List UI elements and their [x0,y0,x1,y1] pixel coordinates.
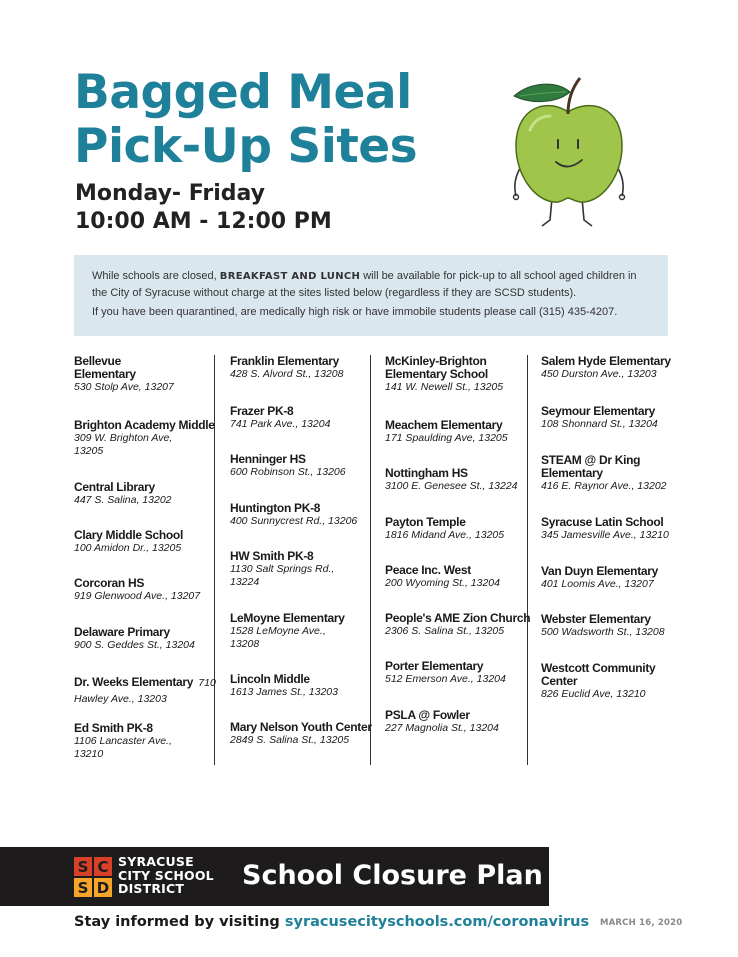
site-column-2 [230,355,371,765]
site-address: 450 Durston Ave., 13203 [541,368,657,380]
site-item [74,529,224,555]
site-address: 401 Loomis Ave., 13207 [541,578,654,590]
site-name: PSLA @ Fowler [385,708,470,722]
site-name: Mary Nelson Youth Center [230,720,372,734]
closure-plan-title: School Closure Plan [242,860,543,891]
site-name: HW Smith PK-8 [230,549,314,563]
site-item [74,355,224,394]
site-address: 1613 James St., 13203 [230,686,338,698]
site-item [385,419,535,445]
site-item [541,355,691,381]
district-line3: DISTRICT [118,881,185,896]
notice-text-after: will be available for pick-up to all school aged children in the City of Syracuse without charge at the sites listed below (regardless if they are SCSD students). [92,270,637,299]
schedule-days: Monday- Friday [75,181,265,206]
site-address: 416 E. Raynor Ave., 13202 [541,480,667,492]
site-item [74,481,224,507]
site-name: Payton Temple [385,515,466,529]
site-name: Corcoran HS [74,576,145,590]
site-item [230,502,380,528]
site-name: Central Library [74,480,155,494]
site-address: 1130 Salt Springs Rd., 13224 [230,563,335,588]
site-name: Henninger HS [230,452,306,466]
site-name: Westcott Community Center [541,661,656,688]
site-item [541,454,691,493]
site-name: Webster Elementary [541,612,651,626]
logo-letter-d: D [96,879,110,897]
site-column-3 [385,354,531,765]
site-address: 108 Shonnard St., 13204 [541,418,658,430]
site-name: Delaware Primary [74,625,170,639]
site-item [74,722,224,761]
site-address: 227 Magnolia St., 13204 [385,722,499,734]
smiling-green-apple-icon [500,70,640,240]
site-address: 400 Sunnycrest Rd., 13206 [230,515,358,527]
site-address: 741 Park Ave., 13204 [230,418,331,430]
site-column-4 [541,355,691,765]
site-item [230,550,380,589]
site-item [385,564,535,590]
site-address: 200 Wyoming St., 13204 [385,577,500,589]
site-address: 1106 Lancaster Ave., 13210 [74,735,172,760]
site-item [541,613,691,639]
site-item [230,355,380,381]
site-name: STEAM @ Dr King Elementary [541,453,641,480]
site-item [74,577,224,603]
district-name [118,855,228,896]
site-item [541,662,691,701]
site-columns [74,355,694,765]
logo-letter-s2: S [77,879,89,897]
site-item [230,673,380,699]
site-name: Porter Elementary [385,659,484,673]
footer-bar [0,847,549,906]
site-item [74,626,224,652]
site-name: Brighton Academy Middle [74,418,215,432]
publish-date: MARCH 16, 2020 [600,918,683,928]
site-item [385,660,535,686]
site-address: 428 S. Alvord St., 13208 [230,368,344,380]
site-name: People's AME Zion Church [385,611,531,625]
stay-informed [74,914,589,930]
site-address: 826 Euclid Ave, 13210 [541,688,646,700]
site-address: 710 Hawley Ave., 13203 [74,677,216,705]
site-name: Dr. Weeks Elementary [74,675,194,689]
site-address: 512 Emerson Ave., 13204 [385,673,506,685]
page-title-line2: Pick-Up Sites [74,119,418,174]
site-address: 600 Robinson St., 13206 [230,466,346,478]
site-name: Salem Hyde Elementary [541,354,671,368]
site-address: 1816 Midand Ave., 13205 [385,529,505,541]
site-address: 345 Jamesville Ave., 13210 [541,529,669,541]
site-name: Huntington PK-8 [230,501,321,515]
notice-text-before: While schools are closed, [92,270,217,282]
schedule [75,180,332,236]
page-title-line1: Bagged Meal [74,65,412,120]
site-address: 2306 S. Salina St., 13205 [385,625,505,637]
site-name: Ed Smith PK-8 [74,721,153,735]
site-item [541,565,691,591]
site-name: Syracuse Latin School [541,515,664,529]
site-address: 530 Stolp Ave, 13207 [74,381,174,393]
notice-line1 [92,268,650,301]
site-item [230,612,380,651]
site-name: Lincoln Middle [230,672,310,686]
site-item [385,709,535,735]
site-column-1 [74,355,215,765]
site-item [385,612,535,638]
schedule-hours: 10:00 AM - 12:00 PM [75,209,332,234]
site-name: Peace Inc. West [385,563,471,577]
site-address: 900 S. Geddes St., 13204 [74,639,195,651]
site-name: Seymour Elementary [541,404,655,418]
site-item [74,419,224,458]
site-address: 100 Amidon Dr., 13205 [74,542,182,554]
site-name: Franklin Elementary [230,354,340,368]
site-item [541,516,691,542]
notice-line2: If you have been quarantined, are medically high risk or have immobile students please call (315) 435-4207. [92,306,618,318]
site-address: 309 W. Brighton Ave, 13205 [74,432,173,457]
site-address: 2849 S. Salina St., 13205 [230,734,350,746]
site-item [74,674,224,706]
site-item [541,405,691,431]
site-name: Nottingham HS [385,466,468,480]
stay-informed-text: Stay informed by visiting [74,914,280,930]
logo-letter-c: C [97,858,109,876]
site-address: 141 W. Newell St., 13205 [385,381,504,393]
site-address: 500 Wadsworth St., 13208 [541,626,665,638]
site-name: Van Duyn Elementary [541,564,659,578]
site-address: 919 Glenwood Ave., 13207 [74,590,201,602]
site-item [230,721,380,747]
site-item [230,405,380,431]
site-name: Frazer PK-8 [230,404,294,418]
notice-emphasis: BREAKFAST AND LUNCH [219,271,361,282]
site-address: 3100 E. Genesee St., 13224 [385,480,518,492]
site-item [385,516,535,542]
district-line1: SYRACUSE [118,854,194,869]
district-line2: CITY SCHOOL [118,867,214,883]
site-item [385,467,535,493]
site-name: LeMoyne Elementary [230,611,345,625]
logo-letter-s1: S [77,858,89,876]
site-name: Clary Middle School [74,528,183,542]
scsd-logo-icon [74,857,112,897]
site-name: McKinley-Brighton Elementary School [385,354,488,381]
site-address: 171 Spaulding Ave, 13205 [385,432,508,444]
site-item [385,355,535,394]
notice-box [74,255,668,336]
site-name: Bellevue Elementary [74,354,136,381]
site-item [230,453,380,479]
site-address: 447 S. Salina, 13202 [74,494,172,506]
site-name: Meachem Elementary [385,418,503,432]
site-address: 1528 LeMoyne Ave., 13208 [230,625,326,650]
page-title [74,66,417,174]
coronavirus-link[interactable]: syracusecityschools.com/coronavirus [284,914,590,930]
